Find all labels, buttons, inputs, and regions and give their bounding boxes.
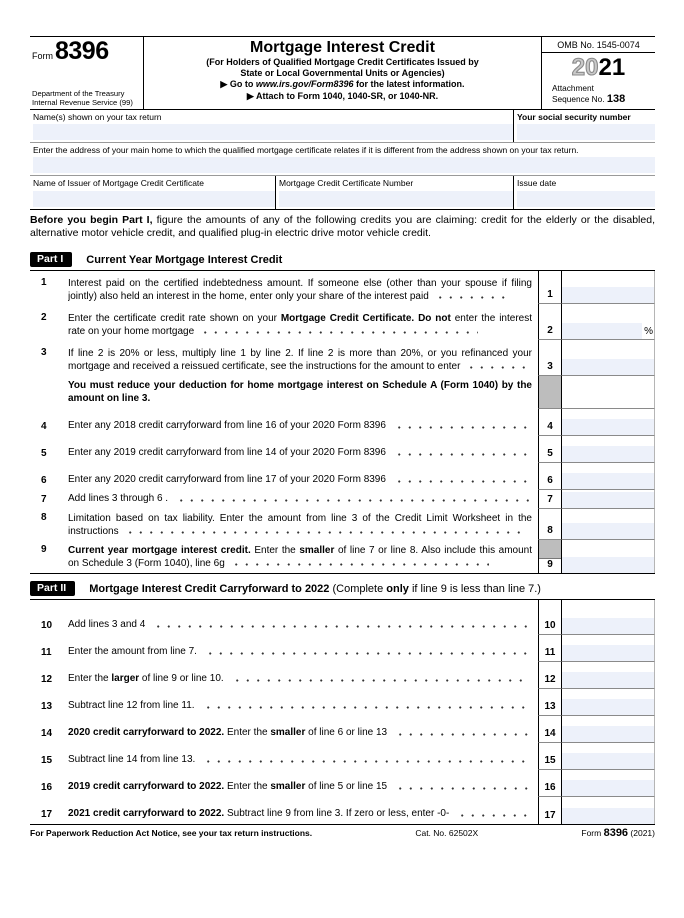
omb-year-block [541,37,655,109]
shaded-cell [538,376,562,409]
dot-leader [395,787,529,790]
line-13-amount-field[interactable] [562,699,654,715]
line-10-text: Add lines 3 and 4 [68,619,146,631]
year-suffix: 21 [598,54,626,81]
line-5-amount-field[interactable] [562,446,654,462]
address-label: Enter the address of your main home to which the qualified mortgage certificate relates if it is different from the address shown on your tax return. [33,145,579,156]
omb-number: OMB No. 1545-0074 [542,37,655,53]
agency-block [32,89,140,107]
line-16-row [30,770,655,797]
line-16-text: 2019 credit carryforward to 2022. Enter the smaller of line 5 or line 15 [68,781,388,793]
subtitle-line1: (For Holders of Qualified Mortgage Credit Certificates Issued by [206,57,479,68]
line-13-number: 13 [41,701,53,713]
line-17-amount-field[interactable] [562,808,654,824]
attach-line: ▶ Attach to Form 1040, 1040-SR, or 1040-NR. [246,91,439,102]
line-3-row [30,340,655,376]
form-word: Form [32,51,53,61]
line-10-row [30,600,655,635]
line-14-box: 14 [544,728,556,740]
line-2-amount-field[interactable] [562,323,642,339]
line-10-box: 10 [544,620,556,632]
name-input[interactable] [33,124,513,140]
line-2-text: Enter the certificate credit rate shown on your Mortgage Credit Certificate. Do not enter the interest rate on your home mortgage [68,313,532,338]
line-11-number: 11 [41,647,52,659]
line-3-amount-field[interactable] [562,359,654,375]
agency-line1: Department of the Treasury [32,88,125,98]
dot-leader [466,366,528,369]
percent-suffix: % [644,326,653,338]
line-17-row [30,797,655,824]
line-2-box: 2 [547,325,553,337]
line-6-amount-field[interactable] [562,473,654,489]
dot-leader [125,531,523,534]
part2-table [30,600,655,824]
line-5-text: Enter any 2019 credit carryforward from line 14 of your 2020 Form 8396 [68,447,386,459]
before-you-begin-note: Before you begin Part I, figure the amounts of any of the following credits you are claiming: credit for the elderly or the disabled, alternative motor vehicle credit, and qualified plug-in electric drive motor vehicle credit. [30,213,655,239]
line-16-box: 16 [544,782,556,794]
line-3-box: 3 [547,361,553,373]
line-9-text: Current year mortgage interest credit. Enter the smaller of line 7 or line 8. Also include this amount on Schedule 3 (Form 1040), line 6g [68,545,532,570]
line-15-amount-field[interactable] [562,753,654,769]
dot-leader [394,480,529,483]
sequence-number: 138 [606,93,626,106]
line-4-number: 4 [41,421,47,433]
line-4-row [30,409,655,436]
form-number: 8396 [55,37,109,65]
line-16-number: 16 [41,782,53,794]
dot-leader [435,296,505,299]
line-3-number: 3 [41,347,47,359]
issuer-label: Name of Issuer of Mortgage Credit Certificate [33,178,205,189]
schedule-a-note: You must reduce your deduction for home mortgage interest on Schedule A (Form 1040) by the amount on line 3. [68,380,532,405]
catalog-number: Cat. No. 62502X [415,828,479,839]
tax-year [542,53,655,80]
line-11-amount-field[interactable] [562,645,654,661]
line-15-row [30,743,655,770]
dot-leader [232,679,529,682]
issuer-input[interactable] [33,191,275,207]
line-14-row [30,716,655,743]
subtitle-line2: State or Local Governmental Units or Agencies) [240,68,445,79]
line-8-box: 8 [547,525,553,537]
line-15-box: 15 [544,755,556,767]
line-1-text: Interest paid on the certified indebtedness amount. If someone else (other than your spouse if filing jointly) also held an interest in the home, enter only your share of the interest paid [68,278,532,303]
line-17-number: 17 [41,809,53,821]
goto-line: ▶ Go to www.irs.gov/Form8396 for the latest information. [220,79,465,90]
line-11-box: 11 [544,647,556,659]
schedule-a-note-row [30,376,655,409]
line-1-amount-field[interactable] [562,287,654,303]
address-row [30,143,655,176]
line-12-amount-field[interactable] [562,672,654,688]
issue-date-label: Issue date [517,178,557,189]
sequence-label: Sequence No. [552,94,607,105]
dot-leader [457,814,529,817]
line-14-amount-field[interactable] [562,726,654,742]
line-13-box: 13 [544,701,556,713]
line-7-row [30,490,655,509]
form-number-block [30,37,144,109]
shaded-cell [539,540,561,559]
line-8-row [30,509,655,540]
line-15-text: Subtract line 14 from line 13. [68,754,196,766]
line-16-amount-field[interactable] [562,780,654,796]
line-1-row [30,271,655,304]
agency-line2: Internal Revenue Service (99) [32,98,133,107]
line-5-box: 5 [547,448,553,460]
line-4-box: 4 [547,421,553,433]
line-6-row [30,463,655,490]
form-8396-page [30,36,655,839]
part2-title: Mortgage Interest Credit Carryforward to 2022 (Complete only if line 9 is less than line 7.) [89,582,541,595]
part2-header [30,578,655,600]
line-11-text: Enter the amount from line 7. [68,646,197,658]
dot-leader [203,760,529,763]
ssn-input[interactable] [517,124,655,140]
line-14-number: 14 [41,728,53,740]
year-prefix: 20 [571,54,599,81]
line-7-box: 7 [547,494,553,506]
line-6-number: 6 [41,475,47,487]
line-17-text: 2021 credit carryforward to 2022. Subtract line 9 from line 3. If zero or less, enter -0- [68,808,450,820]
line-8-number: 8 [41,512,47,524]
footer [30,825,655,839]
paperwork-notice: For Paperwork Reduction Act Notice, see your tax return instructions. [30,828,313,839]
line-7-number: 7 [41,494,47,506]
line-10-amount-field[interactable] [562,618,654,634]
line-4-text: Enter any 2018 credit carryforward from line 16 of your 2020 Form 8396 [68,420,386,432]
form-title-block [144,37,541,109]
line-7-text: Add lines 3 through 6 . [68,493,169,505]
line-1-box: 1 [547,289,553,301]
line-9-box: 9 [547,559,553,571]
line-10-number: 10 [41,620,53,632]
line-2-row [30,304,655,340]
line-9-row [30,540,655,574]
dot-leader [176,499,529,502]
dot-leader [394,453,529,456]
dot-leader [153,625,529,628]
footer-form-id: Form 8396 (2021) [581,827,655,840]
line-15-number: 15 [41,755,53,767]
dot-leader [231,563,489,566]
dot-leader [395,733,529,736]
line-2-number: 2 [41,312,47,324]
line-5-row [30,436,655,463]
line-12-text: Enter the larger of line 9 or line 10. [68,673,224,685]
form-title: Mortgage Interest Credit [250,39,435,56]
line-9-number: 9 [41,544,47,556]
line-12-row [30,662,655,689]
line-14-text: 2020 credit carryforward to 2022. Enter the smaller of line 6 or line 13 [68,727,388,739]
part2-badge: Part II [30,581,75,596]
part1-table [30,271,655,574]
address-input[interactable] [33,157,655,173]
line-6-text: Enter any 2020 credit carryforward from line 17 of your 2020 Form 8396 [68,474,386,486]
ssn-label: Your social security number [517,112,631,123]
line-8-text: Limitation based on tax liability. Enter the amount from line 3 of the Credit Limit Worksheet in the instructions [68,513,532,538]
dot-leader [200,331,478,334]
line-7-amount-field[interactable] [562,492,654,508]
line-5-number: 5 [41,448,47,460]
line-4-amount-field[interactable] [562,419,654,435]
line-13-text: Subtract line 12 from line 11. [68,700,195,712]
attachment-sequence [542,80,655,109]
line-8-amount-field[interactable] [562,523,654,539]
part1-badge: Part I [30,252,72,267]
issuer-row [30,176,655,209]
line-3-text: If line 2 is 20% or less, multiply line 1 by line 2. If line 2 is more than 20%, or you refinanced your mortgage and received a reissued certificate, see the instructions for the amount to enter [68,348,532,373]
attachment-label: Attachment [552,83,594,93]
certificate-number-input[interactable] [279,191,513,207]
certificate-number-label: Mortgage Credit Certificate Number [279,178,414,189]
part1-title: Current Year Mortgage Interest Credit [86,253,283,266]
line-9-amount-field[interactable] [562,557,654,573]
issue-date-input[interactable] [517,191,655,207]
name-label: Name(s) shown on your tax return [33,112,162,123]
line-11-row [30,635,655,662]
line-13-row [30,689,655,716]
line-1-number: 1 [41,277,47,289]
line-6-box: 6 [547,475,553,487]
dot-leader [203,706,529,709]
dot-leader [205,652,529,655]
line-17-box: 17 [544,810,556,822]
line-12-number: 12 [41,674,53,686]
line-12-box: 12 [544,674,556,686]
part1-header [30,249,655,271]
dot-leader [394,426,529,429]
form-header [30,36,655,110]
name-ssn-row [30,110,655,143]
